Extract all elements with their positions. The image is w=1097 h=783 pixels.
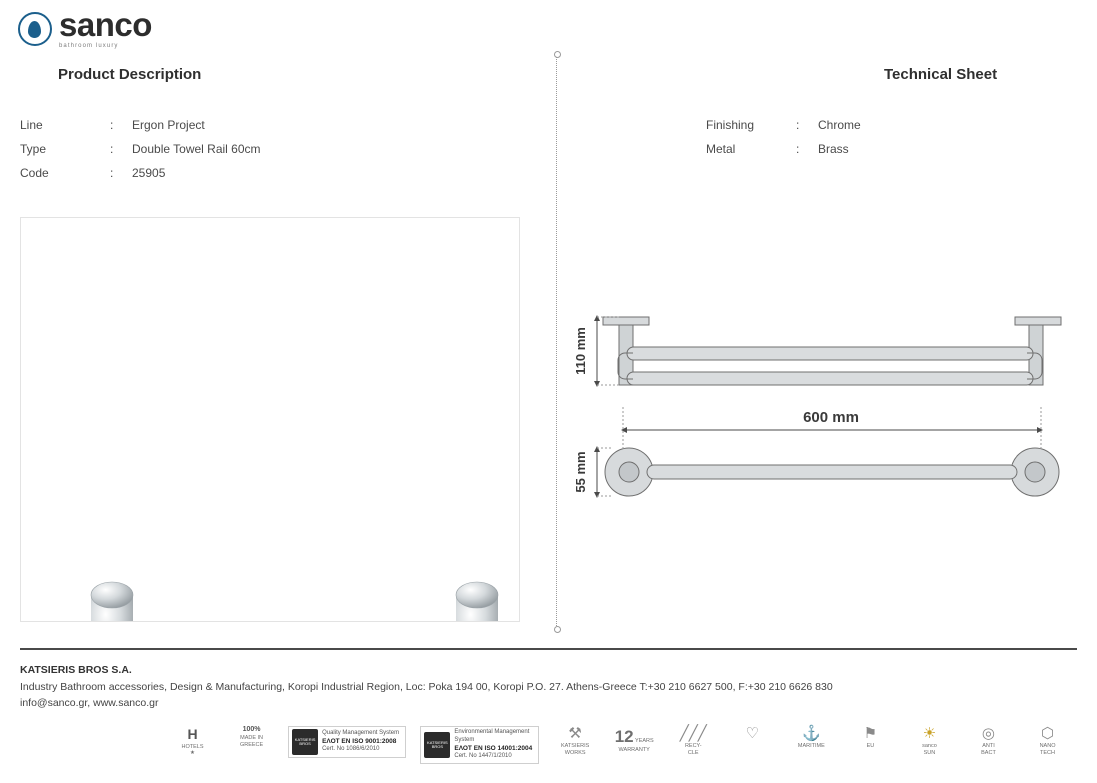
cert-glyph: ☀ (922, 725, 937, 742)
cert-line1: sanco (922, 743, 937, 749)
cert-seal: KATSIERIS BROS (424, 732, 450, 758)
footer-contact: info@sanco.gr, www.sanco.gr (20, 697, 159, 709)
cert-glyph: ⚑ (863, 725, 878, 742)
cert-line1: YEARS (635, 738, 654, 744)
spec-key: Metal (706, 142, 736, 156)
cert-line1: KATSIERIS (560, 743, 590, 749)
cert-glyph: ⚓ (801, 725, 821, 742)
technical-drawing (567, 217, 1077, 622)
cert-line2: WARRANTY (618, 747, 650, 754)
spec-row-code (20, 166, 261, 190)
dimension-depth-label: 55 mm (573, 451, 588, 493)
spec-colon: : (796, 118, 800, 132)
recyclable-icon (671, 726, 716, 757)
cert-line2: ★ (190, 750, 195, 757)
spec-colon: : (110, 118, 114, 132)
logo-text (59, 8, 152, 49)
cert-line1: NANO (1039, 743, 1056, 749)
spec-value: Ergon Project (132, 118, 205, 132)
technical-drawing-svg (567, 217, 1077, 622)
spec-value: Double Towel Rail 60cm (132, 142, 261, 156)
spec-colon: : (110, 142, 114, 156)
cert-glyph: ♡ (745, 725, 760, 742)
cert-standard: ΕΛΟΤ ΕΝ ISO 14001:2004 (454, 744, 533, 752)
product-photo (20, 217, 520, 622)
cert-text (454, 729, 534, 761)
cert-line2: BACT (981, 749, 996, 756)
dimension-width-label: 600 mm (803, 409, 859, 426)
cert-number: Cert. No 1086/6/2010 (322, 746, 380, 753)
cert-glyph: ⬡ (1040, 725, 1055, 742)
anti-bacterial-icon (966, 726, 1011, 757)
brand-tagline: bathroom luxury (59, 43, 119, 49)
spec-row-finishing (706, 118, 861, 142)
technical-sheet-title: Technical Sheet (884, 66, 998, 83)
spec-key: Finishing (706, 118, 755, 132)
technical-spec-table (706, 118, 861, 166)
product-photo-image (21, 218, 519, 621)
12-years-warranty-icon (612, 726, 657, 754)
cert-line2: CLE (687, 749, 699, 756)
cert-standard: ΕΛΟΤ ΕΝ ISO 9001:2008 (322, 737, 397, 745)
spec-colon: : (110, 166, 114, 180)
cert-line1: MADE IN (240, 734, 264, 741)
cert-glyph: ◎ (981, 725, 996, 742)
spec-value: Chrome (818, 118, 861, 132)
cert-number: Cert. No 1447/1/2010 (454, 753, 512, 760)
spec-row-line (20, 118, 261, 142)
cert-glyph: ╱╱╱ (679, 725, 707, 742)
cert-line2: SUN (923, 749, 936, 756)
spec-key: Line (20, 118, 43, 132)
product-spec-table (20, 118, 261, 190)
cert-seal: KATSIERIS BROS (292, 729, 318, 755)
footer-address: Industry Bathroom accessories, Design & Manufacturing, Koropi Industrial Region, Loc: Poka 194 00, Koropi P.O. 27. Athens-Greece T:+30 210 6627 500, F:+30 210 6626 830 (20, 681, 833, 693)
cert-line2: GREECE (239, 741, 264, 748)
spec-key: Type (20, 142, 47, 156)
made-in-eu-icon (848, 726, 893, 750)
spec-key: Code (20, 166, 49, 180)
brand-name: sanco (59, 6, 152, 43)
spec-row-metal (706, 142, 861, 166)
cert-line1: EU (866, 743, 875, 749)
dimension-height-label: 110 mm (573, 327, 588, 375)
cert-line1: RECY- (684, 743, 702, 749)
cert-line1: MARITIME (797, 743, 825, 749)
product-description-title: Product Description (58, 66, 202, 83)
divider-dot-bottom-icon (554, 626, 561, 633)
spec-value: Brass (818, 142, 849, 156)
cert-big: 100% (242, 726, 261, 733)
cert-line2: WORKS (564, 749, 586, 756)
cert-line1: ANTI (982, 743, 995, 749)
katsieris-works-icon (553, 726, 598, 757)
cert-title: Quality Management System (322, 729, 400, 736)
footer-divider (20, 648, 1077, 650)
cert-line2: TECH (1040, 749, 1056, 756)
nano-coating-icon (1025, 726, 1070, 757)
iso-9001-icon (288, 726, 406, 758)
made-in-greece-icon (229, 726, 274, 749)
iso-14001-icon (420, 726, 538, 764)
cert-big: 12 (614, 727, 634, 746)
spec-row-type (20, 142, 261, 166)
divider-dot-top-icon (554, 51, 561, 58)
vertical-divider (556, 54, 558, 630)
maritime-icon (789, 726, 834, 750)
footer-company-name: KATSIERIS BROS S.A. (20, 664, 132, 676)
water-drop-icon (18, 12, 52, 46)
sanco-logo (18, 8, 152, 49)
hotel-icon (170, 726, 215, 757)
cert-text (322, 730, 399, 754)
cert-glyph: ⚒ (568, 725, 582, 742)
water-saving-icon (730, 726, 775, 743)
spec-value: 25905 (132, 166, 166, 180)
cert-glyph: Η (187, 726, 198, 742)
cert-title: Environmental Management System (454, 729, 530, 743)
spec-colon: : (796, 142, 800, 156)
certification-strip (170, 726, 1070, 778)
cert-line1: HOTELS (181, 743, 204, 750)
sanco-sun-icon (907, 726, 952, 757)
